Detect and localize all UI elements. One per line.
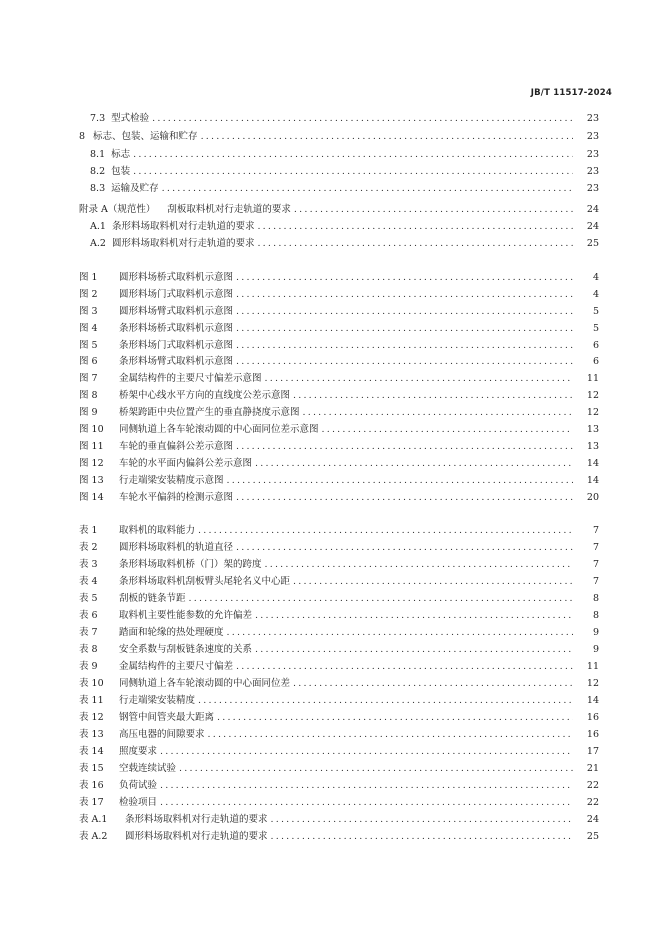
toc-entry-number: 表 16 [79, 780, 104, 791]
toc-entry-title: 圆形料场门式取料机示意图 [119, 289, 234, 300]
toc-entry-figure[interactable] [0, 322, 662, 336]
toc-entry-title: 条形料场臂式取料机示意图 [119, 356, 234, 367]
toc-entry-page: 23 [586, 149, 599, 160]
toc-entry-number: 8.3 [90, 183, 106, 194]
toc-entry-page: 7 [592, 576, 599, 587]
toc-entry-title: 条形料场取料机对行走轨道的要求 [111, 221, 255, 232]
toc-entry-title: 金属结构件的主要尺寸偏差示意图 [119, 373, 262, 384]
toc-entry-page: 23 [586, 166, 599, 177]
toc-entry-number: 表 2 [79, 542, 98, 553]
toc-entry-page: 13 [586, 441, 599, 452]
toc-leader-dots [293, 389, 573, 403]
toc-entry-number: 7.3 [90, 113, 106, 124]
toc-leader-dots [236, 491, 573, 505]
toc-entry-table[interactable] [0, 796, 662, 810]
toc-entry-figure[interactable] [0, 389, 662, 403]
toc-entry-number: 8.1 [90, 149, 106, 160]
toc-entry-number: 表 11 [79, 695, 104, 706]
toc-entry-title: 刮板取料机对行走轨道的要求 [167, 204, 291, 215]
toc-entry-figure[interactable] [0, 423, 662, 437]
toc-entry-title: 金属结构件的主要尺寸偏差 [119, 661, 234, 672]
toc-entry-figure[interactable] [0, 440, 662, 454]
toc-entry-page: 7 [592, 542, 599, 553]
toc-entry-table[interactable] [0, 558, 662, 572]
toc-entry-appendix[interactable] [0, 203, 662, 217]
toc-leader-dots [265, 558, 573, 572]
toc-entry-page: 7 [592, 525, 599, 536]
toc-entry-title: 照度要求 [119, 746, 158, 757]
toc-entry-page: 4 [592, 289, 599, 300]
toc-entry-title: 标志、包装、运输和贮存 [93, 131, 198, 142]
toc-entry-title: 取料机的取料能力 [119, 525, 196, 536]
toc-entry-title: 桥架跨距中央位置产生的垂直静挠度示意图 [119, 407, 300, 418]
toc-entry-number: A.1 [90, 221, 106, 232]
toc-entry-figure[interactable] [0, 355, 662, 369]
toc-entry-title: 行走端梁安装精度 [119, 695, 196, 706]
toc-entry-number: 表 3 [79, 559, 98, 570]
toc-entry-page: 11 [586, 373, 599, 384]
toc-entry-page: 16 [586, 712, 599, 723]
toc-entry-page: 25 [586, 831, 599, 842]
toc-entry-section[interactable] [0, 182, 662, 196]
toc-leader-dots [236, 660, 573, 674]
toc-entry-figure[interactable] [0, 339, 662, 353]
toc-entry-figure[interactable] [0, 406, 662, 420]
toc-entry-number: 8 [79, 131, 86, 142]
toc-leader-dots [303, 406, 573, 420]
toc-entry-title: 检验项目 [119, 797, 158, 808]
toc-leader-dots [236, 322, 573, 336]
toc-leader-dots [271, 830, 573, 844]
toc-entry-number: 表 17 [79, 797, 104, 808]
toc-entry-title: 取料机主要性能参数的允许偏差 [119, 610, 253, 621]
toc-entry-section[interactable] [0, 220, 662, 234]
toc-entry-title: 负荷试验 [119, 780, 158, 791]
toc-entry-table[interactable] [0, 643, 662, 657]
toc-leader-dots [198, 694, 573, 708]
toc-leader-dots [236, 288, 573, 302]
toc-leader-dots [217, 711, 573, 725]
toc-entry-title: 高压电器的间隙要求 [119, 729, 205, 740]
toc-entry-figure[interactable] [0, 288, 662, 302]
toc-entry-table[interactable] [0, 524, 662, 538]
toc-entry-page: 12 [586, 390, 599, 401]
toc-entry-title: 条形料场取料机刮板臂头尾轮名义中心距 [119, 576, 291, 587]
toc-entry-figure[interactable] [0, 271, 662, 285]
toc-entry-table[interactable] [0, 813, 662, 827]
toc-entry-table[interactable] [0, 694, 662, 708]
toc-entry-page: 5 [592, 323, 599, 334]
toc-leader-dots [227, 474, 573, 488]
toc-entry-page: 24 [586, 221, 599, 232]
toc-entry-number: 图 7 [79, 373, 98, 384]
toc-entry-table[interactable] [0, 626, 662, 640]
toc-entry-title: 行走端梁安装精度示意图 [119, 475, 224, 486]
toc-entry-page: 9 [592, 627, 599, 638]
toc-leader-dots [293, 677, 573, 691]
toc-entry-figure[interactable] [0, 372, 662, 386]
toc-leader-dots [236, 271, 573, 285]
toc-entry-page: 14 [586, 458, 599, 469]
toc-entry-number: 图 13 [79, 475, 104, 486]
toc-entry-figure[interactable] [0, 474, 662, 488]
toc-entry-title: 条形料场桥式取料机示意图 [119, 323, 234, 334]
toc-leader-dots [236, 440, 573, 454]
toc-leader-dots [160, 796, 573, 810]
toc-entry-table[interactable] [0, 592, 662, 606]
toc-entry-title: 车轮水平偏斜的检测示意图 [119, 492, 234, 503]
toc-leader-dots [201, 130, 573, 144]
toc-entry-page: 12 [586, 407, 599, 418]
toc-entry-title: 钢管中间管夹最大距离 [119, 712, 215, 723]
toc-entry-title: 圆形料场取料机对行走轨道的要求 [125, 831, 268, 842]
toc-entry-table[interactable] [0, 830, 662, 844]
toc-entry-figure[interactable] [0, 457, 662, 471]
toc-entry-title: 包装 [111, 166, 131, 177]
toc-entry-number: 表 A.2 [79, 831, 108, 842]
toc-entry-page: 7 [592, 559, 599, 570]
toc-entry-number: 表 A.1 [79, 814, 108, 825]
toc-entry-number: 图 10 [79, 424, 104, 435]
toc-entry-page: 21 [586, 763, 599, 774]
toc-entry-title: 空载连续试验 [119, 763, 177, 774]
toc-entry-page: 6 [592, 340, 599, 351]
toc-entry-page: 14 [586, 695, 599, 706]
toc-entry-title: 同侧轨道上各车轮滚动圆的中心面同位差 [119, 678, 291, 689]
toc-entry-page: 22 [586, 797, 599, 808]
toc-entry-section[interactable] [0, 148, 662, 162]
toc-entry-number: 图 4 [79, 323, 98, 334]
toc-entry-title: 运输及贮存 [111, 183, 159, 194]
toc-leader-dots [271, 813, 573, 827]
toc-entry-page: 11 [586, 661, 599, 672]
toc-entry-number: 表 12 [79, 712, 104, 723]
toc-entry-number: 图 8 [79, 390, 98, 401]
toc-leader-dots [160, 779, 573, 793]
toc-entry-table[interactable] [0, 677, 662, 691]
toc-entry-table[interactable] [0, 728, 662, 742]
toc-entry-table[interactable] [0, 711, 662, 725]
toc-entry-number: 图 11 [79, 441, 104, 452]
toc-entry-page: 23 [586, 183, 599, 194]
toc-entry-page: 4 [592, 272, 599, 283]
toc-leader-dots [198, 524, 573, 538]
toc-entry-figure[interactable] [0, 305, 662, 319]
toc-entry-number: 图 3 [79, 306, 98, 317]
toc-entry-page: 23 [586, 131, 599, 142]
toc-leader-dots [133, 148, 573, 162]
toc-leader-dots [265, 372, 573, 386]
toc-leader-dots [236, 541, 573, 555]
toc-entry-page: 16 [586, 729, 599, 740]
toc-entry-number: 表 15 [79, 763, 104, 774]
toc-leader-dots [179, 762, 573, 776]
toc-entry-page: 13 [586, 424, 599, 435]
toc-entry-page: 14 [586, 475, 599, 486]
toc-entry-page: 17 [586, 746, 599, 757]
toc-entry-section[interactable] [0, 130, 662, 144]
toc-entry-number: 表 6 [79, 610, 98, 621]
toc-leader-dots [208, 728, 573, 742]
toc-entry-title: 车轮的垂直偏斜公差示意图 [119, 441, 234, 452]
toc-entry-title: 圆形料场桥式取料机示意图 [119, 272, 234, 283]
toc-entry-title: 标志 [111, 149, 131, 160]
toc-entry-page: 8 [592, 610, 599, 621]
toc-leader-dots [133, 165, 573, 179]
toc-entry-title: 同侧轨道上各车轮滚动圆的中心面同位差示意图 [119, 424, 319, 435]
toc-entry-title: 条形料场门式取料机示意图 [119, 340, 234, 351]
toc-entry-number: 图 1 [79, 272, 98, 283]
toc-entry-number: A.2 [90, 238, 106, 249]
toc-entry-page: 24 [586, 814, 599, 825]
toc-leader-dots [162, 182, 573, 196]
toc-entry-page: 6 [592, 356, 599, 367]
standard-code-header: JB/T 11517-2024 [530, 88, 612, 98]
toc-entry-title: 桥架中心线水平方向的直线度公差示意图 [119, 390, 291, 401]
toc-entry-title: 车轮的水平面内偏斜公差示意图 [119, 458, 253, 469]
toc-entry-number: 表 13 [79, 729, 104, 740]
toc-entry-page: 20 [586, 492, 599, 503]
toc-entry-number: 图 12 [79, 458, 104, 469]
toc-leader-dots [160, 745, 573, 759]
toc-entry-page: 22 [586, 780, 599, 791]
toc-entry-page: 24 [586, 204, 599, 215]
toc-entry-number: 表 8 [79, 644, 98, 655]
toc-entry-number: 附录 A（规范性） [79, 204, 156, 215]
toc-leader-dots [152, 112, 573, 126]
toc-leader-dots [255, 609, 573, 623]
toc-leader-dots [257, 237, 573, 251]
toc-entry-number: 表 9 [79, 661, 98, 672]
toc-entry-title: 圆形料场取料机对行走轨道的要求 [111, 238, 255, 249]
toc-entry-table[interactable] [0, 745, 662, 759]
toc-entry-number: 表 4 [79, 576, 98, 587]
toc-entry-figure[interactable] [0, 491, 662, 505]
toc-entry-number: 图 2 [79, 289, 98, 300]
toc-leader-dots [322, 423, 573, 437]
toc-entry-number: 表 5 [79, 593, 98, 604]
toc-entry-number: 图 14 [79, 492, 104, 503]
toc-entry-number: 图 5 [79, 340, 98, 351]
toc-entry-section[interactable] [0, 112, 662, 126]
toc-leader-dots [189, 592, 573, 606]
toc-entry-number: 图 9 [79, 407, 98, 418]
toc-entry-page: 9 [592, 644, 599, 655]
toc-leader-dots [227, 626, 573, 640]
toc-entry-table[interactable] [0, 575, 662, 589]
toc-leader-dots [257, 220, 573, 234]
toc-entry-table[interactable] [0, 609, 662, 623]
toc-entry-number: 表 10 [79, 678, 104, 689]
toc-entry-number: 表 7 [79, 627, 98, 638]
toc-entry-number: 表 1 [79, 525, 98, 536]
toc-entry-title: 条形料场取料机桥（门）架的跨度 [119, 559, 262, 570]
toc-entry-number: 表 14 [79, 746, 104, 757]
toc-entry-title: 踏面和轮缘的热处理硬度 [119, 627, 224, 638]
toc-entry-section[interactable] [0, 237, 662, 251]
toc-entry-title: 刮板的链条节距 [119, 593, 186, 604]
toc-entry-page: 12 [586, 678, 599, 689]
toc-leader-dots [255, 457, 573, 471]
toc-entry-title: 条形料场取料机对行走轨道的要求 [125, 814, 268, 825]
toc-leader-dots [255, 643, 573, 657]
toc-entry-page: 8 [592, 593, 599, 604]
toc-entry-page: 5 [592, 306, 599, 317]
toc-entry-title: 圆形料场取料机的轨道直径 [119, 542, 234, 553]
toc-entry-title: 安全系数与刮板链条速度的关系 [119, 644, 253, 655]
toc-leader-dots [236, 355, 573, 369]
toc-entry-page: 23 [586, 113, 599, 124]
toc-leader-dots [293, 575, 573, 589]
toc-entry-section[interactable] [0, 165, 662, 179]
toc-entry-title: 圆形料场臂式取料机示意图 [119, 306, 234, 317]
toc-leader-dots [294, 203, 573, 217]
toc-leader-dots [236, 305, 573, 319]
toc-entry-table[interactable] [0, 762, 662, 776]
toc-entry-number: 图 6 [79, 356, 98, 367]
toc-entry-table[interactable] [0, 541, 662, 555]
toc-entry-table[interactable] [0, 660, 662, 674]
toc-entry-title: 型式检验 [111, 113, 150, 124]
toc-entry-page: 25 [586, 238, 599, 249]
toc-entry-table[interactable] [0, 779, 662, 793]
toc-leader-dots [236, 339, 573, 353]
toc-entry-number: 8.2 [90, 166, 106, 177]
